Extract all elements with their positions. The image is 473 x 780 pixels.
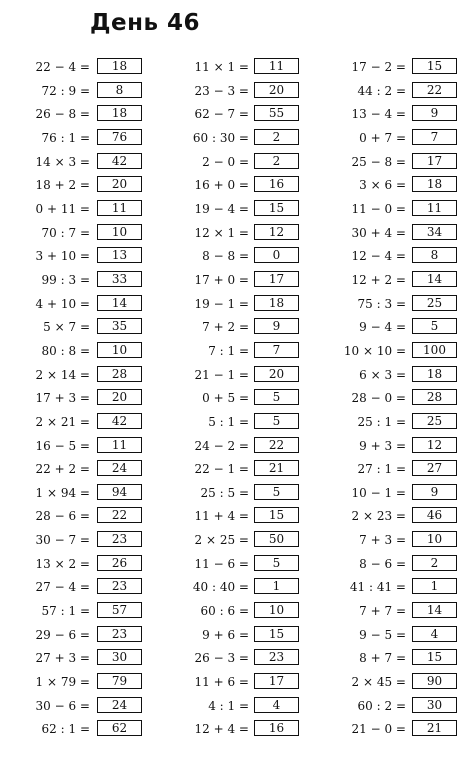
answer-box: 18 [254,295,299,311]
problem-expression: 17 + 0 = [194,272,249,287]
problem-row [0,269,160,293]
problem-row [0,553,160,577]
problem-row [0,718,160,742]
problem-expression: 8 − 6 = [359,556,406,571]
problem-row [316,293,473,317]
problem-expression: 14 × 3 = [35,154,90,169]
problem-row [0,151,160,175]
problem-expression: 13 × 2 = [35,556,90,571]
problem-expression: 60 : 6 = [200,604,249,619]
answer-box: 9 [412,105,457,121]
problem-expression: 17 + 3 = [35,391,90,406]
problem-expression: 7 + 2 = [202,320,249,335]
answer-box: 4 [412,626,457,642]
answer-box: 15 [412,58,457,74]
problem-expression: 11 × 1 = [194,60,249,74]
problem-expression: 19 − 1 = [194,296,249,311]
answer-box: 30 [97,649,142,665]
problem-row [316,174,473,198]
problem-row [158,56,318,80]
problem-expression: 9 − 5 = [359,627,406,642]
problem-row [158,269,318,293]
answer-box: 11 [412,200,457,216]
problem-expression: 5 : 1 = [208,414,249,429]
answer-box: 42 [97,153,142,169]
problem-row [316,600,473,624]
answer-box: 1 [254,578,299,594]
answer-box: 13 [97,247,142,263]
answer-box: 20 [254,366,299,382]
answer-box: 33 [97,271,142,287]
problem-row [0,529,160,553]
problem-row [158,387,318,411]
problem-expression: 0 + 11 = [35,201,90,216]
answer-box: 10 [97,342,142,358]
answer-box: 90 [412,673,457,689]
problem-expression: 12 + 2 = [351,272,406,287]
problem-row [316,553,473,577]
problem-row [0,127,160,151]
answer-box: 28 [97,366,142,382]
problem-expression: 25 : 1 = [357,414,406,429]
answer-box: 22 [97,507,142,523]
problem-expression: 9 + 3 = [359,438,406,453]
problem-row [316,56,473,80]
problem-expression: 80 : 8 = [41,343,90,358]
answer-box: 76 [97,129,142,145]
problem-row [158,103,318,127]
problem-row [316,103,473,127]
problem-row [158,80,318,104]
problem-expression: 22 − 4 = [35,60,90,74]
answer-box: 14 [412,602,457,618]
answer-box: 24 [97,460,142,476]
answer-box: 10 [254,602,299,618]
problem-row [158,127,318,151]
problem-expression: 26 − 8 = [35,107,90,122]
answer-box: 12 [412,437,457,453]
problem-row [316,245,473,269]
problem-expression: 2 × 23 = [351,509,406,524]
answer-box: 23 [97,531,142,547]
problem-row [0,174,160,198]
problem-row [158,600,318,624]
problem-expression: 3 × 6 = [359,178,406,193]
answer-box: 15 [412,649,457,665]
problem-row [316,505,473,529]
problem-expression: 12 × 1 = [194,225,249,240]
problem-expression: 10 × 10 = [343,343,406,358]
problem-row [158,222,318,246]
answer-box: 5 [254,413,299,429]
problem-expression: 26 − 3 = [194,651,249,666]
answer-box: 5 [254,484,299,500]
problem-expression: 7 + 7 = [359,604,406,619]
problem-row [316,387,473,411]
problem-expression: 41 : 41 = [349,580,406,595]
answer-box: 22 [254,437,299,453]
problem-expression: 21 − 1 = [194,367,249,382]
answer-box: 27 [412,460,457,476]
answer-box: 15 [254,507,299,523]
problem-row [158,340,318,364]
problem-expression: 9 + 6 = [202,627,249,642]
problem-expression: 60 : 2 = [357,698,406,713]
problem-row [0,316,160,340]
problem-row [316,340,473,364]
answer-box: 10 [97,224,142,240]
answer-box: 34 [412,224,457,240]
problem-expression: 4 + 10 = [35,296,90,311]
answer-box: 11 [97,437,142,453]
problem-expression: 44 : 2 = [357,83,406,98]
problem-expression: 28 − 6 = [35,509,90,524]
answer-box: 62 [97,720,142,736]
problem-expression: 8 − 8 = [202,249,249,264]
problem-expression: 75 : 3 = [357,296,406,311]
answer-box: 94 [97,484,142,500]
problem-expression: 30 + 4 = [351,225,406,240]
problem-expression: 27 : 1 = [357,462,406,477]
problem-expression: 0 + 7 = [359,130,406,145]
problem-expression: 28 − 0 = [351,391,406,406]
problem-row [0,576,160,600]
answer-box: 24 [97,697,142,713]
answer-box: 25 [412,413,457,429]
problem-expression: 11 − 0 = [351,201,406,216]
problem-expression: 10 − 1 = [351,485,406,500]
answer-box: 16 [254,720,299,736]
answer-box: 15 [254,626,299,642]
problem-column-2 [158,56,318,742]
page-title: День 46 [90,10,201,36]
answer-box: 4 [254,697,299,713]
problem-row [316,529,473,553]
problem-row [316,80,473,104]
answer-box: 17 [254,271,299,287]
problem-expression: 12 + 4 = [194,722,249,737]
problem-row [316,458,473,482]
problem-row [158,647,318,671]
answer-box: 16 [254,176,299,192]
answer-box: 9 [254,318,299,334]
answer-box: 0 [254,247,299,263]
problem-expression: 4 : 1 = [208,698,249,713]
problem-expression: 99 : 3 = [41,272,90,287]
answer-box: 5 [412,318,457,334]
problem-expression: 2 × 45 = [351,675,406,690]
problem-expression: 9 − 4 = [359,320,406,335]
problem-row [158,624,318,648]
problem-row [158,529,318,553]
problem-expression: 7 + 3 = [359,533,406,548]
problem-expression: 2 × 14 = [35,367,90,382]
answer-box: 57 [97,602,142,618]
problem-row [0,364,160,388]
problem-expression: 29 − 6 = [35,627,90,642]
problem-row [0,647,160,671]
problem-expression: 19 − 4 = [194,201,249,216]
problem-row [0,56,160,80]
answer-box: 17 [254,673,299,689]
answer-box: 5 [254,555,299,571]
answer-box: 11 [254,58,299,74]
problem-row [0,80,160,104]
problem-expression: 12 − 4 = [351,249,406,264]
answer-box: 15 [254,200,299,216]
problem-row [316,576,473,600]
problem-row [316,269,473,293]
problem-expression: 40 : 40 = [192,580,249,595]
problem-column-1 [0,56,160,742]
problem-row [316,718,473,742]
problem-row [0,340,160,364]
answer-box: 79 [97,673,142,689]
problem-expression: 60 : 30 = [192,130,249,145]
problem-row [158,316,318,340]
problem-expression: 2 − 0 = [202,154,249,169]
problem-expression: 62 : 1 = [41,722,90,737]
problem-expression: 76 : 1 = [41,130,90,145]
answer-box: 8 [412,247,457,263]
problem-expression: 21 − 0 = [351,722,406,737]
problem-row [0,695,160,719]
answer-box: 18 [97,105,142,121]
problem-row [158,151,318,175]
problem-row [316,671,473,695]
problem-expression: 17 − 2 = [351,60,406,74]
answer-box: 26 [97,555,142,571]
problem-expression: 11 + 4 = [194,509,249,524]
problem-row [0,435,160,459]
answer-box: 21 [412,720,457,736]
problem-row [158,245,318,269]
problem-row [0,411,160,435]
problem-expression: 25 : 5 = [200,485,249,500]
problem-row [0,458,160,482]
problem-expression: 11 − 6 = [194,556,249,571]
answer-box: 10 [412,531,457,547]
problem-row [316,695,473,719]
problem-row [316,482,473,506]
problem-expression: 1 × 94 = [35,485,90,500]
answer-box: 18 [412,366,457,382]
problem-row [0,624,160,648]
problem-expression: 57 : 1 = [41,604,90,619]
problem-expression: 62 − 7 = [194,107,249,122]
answer-box: 21 [254,460,299,476]
answer-box: 7 [254,342,299,358]
problem-expression: 30 − 6 = [35,698,90,713]
answer-box: 55 [254,105,299,121]
problem-expression: 16 + 0 = [194,178,249,193]
answer-box: 18 [97,58,142,74]
answer-box: 23 [97,578,142,594]
problem-row [0,482,160,506]
problem-column-3 [316,56,473,742]
answer-box: 23 [254,649,299,665]
problem-expression: 0 + 5 = [202,391,249,406]
problem-row [316,411,473,435]
problem-expression: 5 × 7 = [43,320,90,335]
problem-row [158,458,318,482]
answer-box: 14 [97,295,142,311]
problem-expression: 3 + 10 = [35,249,90,264]
problem-expression: 8 + 7 = [359,651,406,666]
problem-row [158,198,318,222]
answer-box: 18 [412,176,457,192]
problem-expression: 25 − 8 = [351,154,406,169]
problem-row [0,387,160,411]
answer-box: 9 [412,484,457,500]
problem-row [0,198,160,222]
answer-box: 2 [254,153,299,169]
answer-box: 14 [412,271,457,287]
problem-row [158,364,318,388]
problem-row [0,103,160,127]
problem-expression: 30 − 7 = [35,533,90,548]
answer-box: 12 [254,224,299,240]
problem-row [0,245,160,269]
problem-row [158,174,318,198]
problem-expression: 7 : 1 = [208,343,249,358]
problem-row [316,316,473,340]
problem-expression: 2 × 21 = [35,414,90,429]
answer-box: 2 [254,129,299,145]
problem-expression: 6 × 3 = [359,367,406,382]
problem-row [0,671,160,695]
problem-row [316,151,473,175]
answer-box: 8 [97,82,142,98]
problem-row [0,293,160,317]
problem-row [316,127,473,151]
answer-box: 100 [412,342,457,358]
problem-row [158,718,318,742]
answer-box: 50 [254,531,299,547]
answer-box: 42 [97,413,142,429]
problem-row [158,695,318,719]
problem-row [158,411,318,435]
answer-box: 28 [412,389,457,405]
problem-expression: 2 × 25 = [194,533,249,548]
problem-expression: 18 + 2 = [35,178,90,193]
answer-box: 20 [97,176,142,192]
problem-row [158,293,318,317]
answer-box: 30 [412,697,457,713]
problem-expression: 22 − 1 = [194,462,249,477]
answer-box: 17 [412,153,457,169]
problem-row [158,671,318,695]
problem-row [158,435,318,459]
answer-box: 7 [412,129,457,145]
problem-row [158,482,318,506]
answer-box: 5 [254,389,299,405]
problem-expression: 22 + 2 = [35,462,90,477]
problem-row [0,600,160,624]
problem-row [316,624,473,648]
problem-row [0,505,160,529]
problem-row [316,222,473,246]
problem-row [316,364,473,388]
answer-box: 20 [254,82,299,98]
problem-row [158,576,318,600]
problem-row [158,505,318,529]
problem-expression: 27 + 3 = [35,651,90,666]
problem-expression: 70 : 7 = [41,225,90,240]
answer-box: 25 [412,295,457,311]
answer-box: 2 [412,555,457,571]
problem-row [158,553,318,577]
answer-box: 23 [97,626,142,642]
problem-expression: 1 × 79 = [35,675,90,690]
answer-box: 1 [412,578,457,594]
problem-row [316,435,473,459]
problem-row [0,222,160,246]
problem-expression: 24 − 2 = [194,438,249,453]
problem-expression: 11 + 6 = [194,675,249,690]
answer-box: 11 [97,200,142,216]
answer-box: 22 [412,82,457,98]
problem-row [316,647,473,671]
problem-expression: 27 − 4 = [35,580,90,595]
problem-expression: 16 − 5 = [35,438,90,453]
answer-box: 46 [412,507,457,523]
problem-expression: 72 : 9 = [41,83,90,98]
answer-box: 20 [97,389,142,405]
problem-expression: 13 − 4 = [351,107,406,122]
problem-expression: 23 − 3 = [194,83,249,98]
answer-box: 35 [97,318,142,334]
problem-row [316,198,473,222]
